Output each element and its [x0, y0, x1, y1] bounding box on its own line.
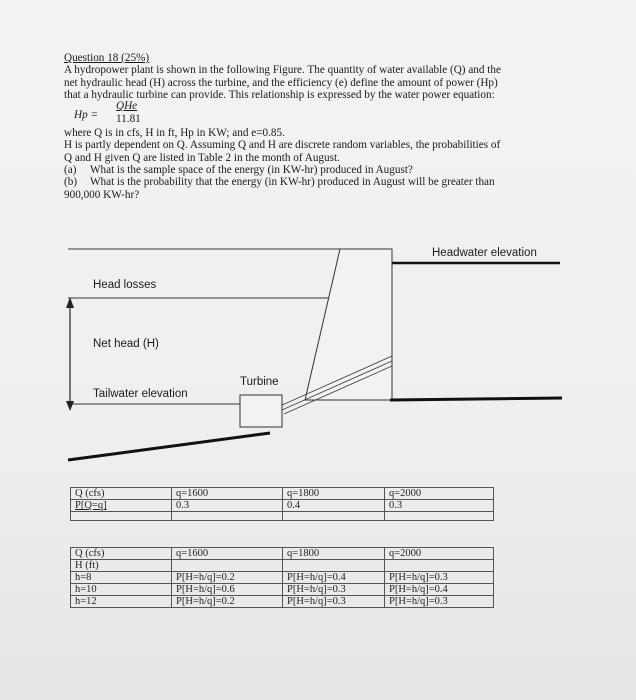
question-line: H is partly dependent on Q. Assuming Q and H are discrete random variables, the probabilities of — [64, 139, 501, 152]
table-row — [71, 560, 494, 572]
table-cell: Q (cfs) — [71, 548, 172, 560]
arrow-head-down — [66, 401, 74, 411]
table-cell: P[H=h/q]=0.3 — [385, 572, 494, 584]
table-cell: h=8 — [71, 572, 172, 584]
question-line: Q and H given Q are listed in Table 2 in the month of August. — [64, 151, 340, 164]
table-cell — [385, 560, 494, 572]
table-cell: H (ft) — [71, 560, 172, 572]
question-title: Question 18 (25%) — [64, 52, 150, 64]
table-row — [71, 572, 494, 584]
headwater-label: Headwater elevation — [432, 247, 537, 259]
question-line: that a hydraulic turbine can provide. This relationship is expressed by the water power equation: — [64, 88, 495, 101]
table-cell — [172, 560, 283, 572]
question-line: A hydropower plant is shown in the following Figure. The quantity of water available (Q) and the — [64, 64, 501, 77]
question-line: where Q is in cfs, H in ft, Hp in KW; and e=0.85. — [64, 127, 285, 140]
net-head-label: Net head (H) — [93, 338, 159, 350]
ground-line — [68, 433, 270, 460]
table-cell: q=2000 — [385, 548, 494, 560]
head-losses-label: Head losses — [93, 279, 157, 291]
tailwater-label: Tailwater elevation — [93, 388, 188, 400]
table-cell: P[H=h/q]=0.6 — [172, 584, 283, 596]
equation-numerator: QHe — [116, 100, 138, 113]
table-q-probabilities — [70, 487, 494, 521]
table-cell: 0.3 — [385, 500, 494, 512]
table-cell: q=1800 — [283, 548, 385, 560]
table-cell: P[H=h/q]=0.3 — [283, 584, 385, 596]
table-cell: h=10 — [71, 584, 172, 596]
question-line: net hydraulic head (H) across the turbine, and the efficiency (e) define the amount of power (Hp) — [64, 76, 498, 89]
table-cell: P[H=h/q]=0.4 — [283, 572, 385, 584]
equation-denominator: 11.81 — [116, 113, 141, 126]
table-cell: Q (cfs) — [71, 488, 172, 500]
table-cell: 0.3 — [172, 500, 283, 512]
table-row — [71, 584, 494, 596]
part-label: (a) — [64, 164, 77, 177]
ground-line — [390, 398, 562, 400]
dam — [305, 249, 392, 400]
table-cell: P[H=h/q]=0.3 — [283, 596, 385, 608]
part-text: What is the probability that the energy (in KW-hr) produced in August will be greater than — [90, 176, 495, 189]
table-cell: P[H=h/q]=0.2 — [172, 572, 283, 584]
turbine-box — [240, 395, 282, 427]
table-cell: q=1600 — [172, 488, 283, 500]
table-cell: q=1800 — [283, 488, 385, 500]
table-row — [71, 488, 494, 500]
table-cell: P[Q=q] — [71, 500, 172, 512]
question-line: 900,000 KW-hr? — [64, 188, 140, 201]
equation-lhs: Hp = — [74, 109, 99, 122]
table-cell: h=12 — [71, 596, 172, 608]
table-cell: P[H=h/q]=0.3 — [385, 596, 494, 608]
part-label: (b) — [64, 176, 78, 189]
table-cell: P[H=h/q]=0.4 — [385, 584, 494, 596]
table-cell: q=1600 — [172, 548, 283, 560]
table-cell: P[H=h/q]=0.2 — [172, 596, 283, 608]
table-cell: q=2000 — [385, 488, 494, 500]
turbine-label: Turbine — [240, 376, 279, 388]
table-row — [71, 512, 494, 521]
table-row — [71, 500, 494, 512]
table-row — [71, 596, 494, 608]
table-h-given-q — [70, 547, 494, 608]
arrow-head-up — [66, 297, 74, 308]
table-cell — [283, 560, 385, 572]
part-text: What is the sample space of the energy (in KW-hr) produced in August? — [90, 164, 413, 177]
table-cell: 0.4 — [283, 500, 385, 512]
table-row — [71, 548, 494, 560]
